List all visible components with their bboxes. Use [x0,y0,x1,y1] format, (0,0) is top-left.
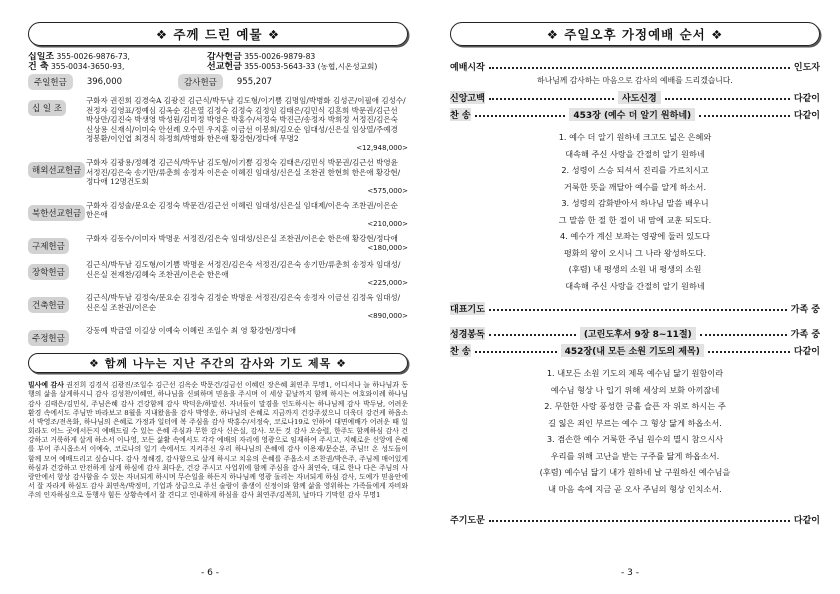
sunday-offering-label: 주일헌금 [28,74,73,90]
order-item [450,106,820,123]
offering-category: 장학헌금 [28,264,69,280]
dotted-leader [708,348,790,353]
offering-row [28,96,408,152]
offering-donors [86,293,408,320]
lyric-line: 그 말씀 한 절 한 절이 내 맘에 교훈 되도다. [558,214,712,225]
offering-total: <890,000> [367,312,408,321]
account-number: 355-0034-3650-93, [50,62,125,71]
order-item [450,511,820,528]
offering-category: 십 일 조 [28,100,66,116]
order-subtext: 하나님께 감사하는 마음으로 감사의 예배를 드리겠습니다. [537,76,733,85]
account-label: 십일조 [28,52,55,62]
donor-names: 구화자 권진희 김경숙A 김광진 김근식/박두남 김도형/이기쁨 김명임/박병화 김성곤/이필애 김성수/전정자 김영표/정예심 김옥순 김은열 김정숙 김정숙 김정임 김태은/김민식 김흔희 박문권/김근선 박상만/김진숙 박생영 박성원/김미정 박영은 박홍수/서정숙 박진근/송정자 박희정 서정진/김은숙 신상용 신재식/이미숙 안선례 오수민 우지훈 이금선 이봉희/김오순 임대성/신은실 임상열/주예경 정봉환/이인엽 최경식 하정희/박병화 한은애 황강현/정다애 무명2 [86,96,406,144]
dotted-leader [489,95,614,100]
order-label: 찬 송 [450,108,471,121]
page-number-left: - 6 - [201,568,219,578]
donor-names: 구화자 김성술/문요순 김정숙 박문건/김근선 이혜린 임대성/신은실 임대제/이은숙 조찬권/이은순 한은애 [86,200,398,220]
hymn-453-lyrics [450,129,820,294]
lyric-line: 예수님 형상 나 입기 위해 세상의 보화 아끼잖네 [550,384,720,395]
lyric-line: 우리를 위해 고난을 받는 구주를 닮게 하옵소서. [550,450,720,461]
order-label: 찬 송 [450,344,471,357]
offering-category: 구제헌금 [28,238,69,254]
prayer-title: ❖ 함께 나누는 지난 주간의 감사와 기도 제목 ❖ [28,353,408,373]
donor-names: 강동예 박금열 이길상 이예숙 이혜린 조일수 최 영 황강현/정다애 [86,326,296,336]
dotted-leader [489,64,790,69]
order-item [450,300,820,317]
thanks-offering-amount: 955,207 [236,77,273,87]
offering-row [28,293,408,320]
dotted-leader [475,348,557,353]
offerings-title: ❖ 주께 드린 예물 ❖ [28,22,408,46]
offering-total: <225,000> [367,279,408,288]
lyric-line: 길 잃은 죄인 부르는 예수 그 형상 닮게 하옵소서. [548,417,722,428]
sunday-offering-amount: 396,000 [86,77,123,87]
lyric-line: 3. 성령의 감화받아서 하나님 말씀 배우니 [561,198,709,208]
offering-donors [86,260,408,287]
prayer-lead: 빌사예 감사 [28,381,64,390]
order-leader: 가족 중 [790,330,821,340]
offering-donors [86,326,408,346]
order-label: 신앙고백 [450,91,485,104]
lyric-line: 4. 예수가 계신 보좌는 영광에 둘러 있도다 [560,231,710,241]
donor-names: 구화자 김동수/이미자 박명운 서정진/김은숙 임대성/신은실 조찬권/이은순 한은애 황강현/정다애 [86,233,398,243]
order-item [450,325,820,342]
order-leader: 다같이 [793,94,820,104]
lyric-line: 평화의 왕이 오시니 그 나라 왕성하도다. [563,247,707,258]
lyric-line: 2. 무한한 사랑 풍성한 긍휼 슬픈 자 위로 하시는 주 [544,401,726,411]
offering-category: 해외선교헌금 [28,162,85,178]
account-number: 355-0026-9879-83 [244,52,316,61]
dotted-leader [489,331,576,336]
dotted-leader [699,112,790,117]
account-number: 355-0053-5643-33 (농협,시온성교회) [244,62,378,71]
offering-total: <180,000> [367,243,408,252]
lyric-line: 3. 겸손한 예수 거룩한 주님 원수의 멸시 참으시사 [546,434,724,444]
order-label: 주기도문 [450,516,485,526]
offering-donors [86,96,408,152]
order-content: 사도신경 [618,91,661,104]
totals-row [28,74,408,90]
dotted-leader [489,306,787,311]
offering-donors [86,201,408,228]
offering-total: <210,000> [367,219,408,228]
worship-order-title: ❖ 주일오후 가정예배 순서 ❖ [450,22,820,46]
donor-names: 구화자 김광용/정혜경 김근식/박두남 김도형/이기쁨 김정숙 김태은/김민식 박문권/김근선 박영윤 서정진/김은숙 송기만/류춘희 송정자 이은순 이혜진 임대성/신은실 조찬권 한현희 한은애 황강현/정다애 12명건도회 [86,157,401,187]
lyric-line: (후렴) 예수님 닮기 내가 원하네 날 구원하신 예수님을 [539,467,731,477]
prayer-body: 권진희 김경석 김광진/조일수 김근선 김옥순 박문건/김금선 이혜린 장은혜 최연주 무명1, 어디서나 늘 하나님과 동행의 삶을 살게하시니 감사 김성찬/이혜연, 하나님을 신뢰하며 믿음을 주시며 이 세상 끝날까지 함께 하시는 여호와이례 하나님 감사 김태은/김민식, 주님은혜 감사 건강함께 감사 박덕운/하말선. 자녀들이 말겸을 인도하시는 하나님께 감사 박두남, 어려운 환경 속에서도 주님만 바라보고 8월을 지내왔음을 감사 박영운, 하나님의 은혜로 지금까지 건강주셨으니 더욱더 강건케 하옵소서 박영조/전옥화, 하나님의 은혜로 가정과 일터에 복 주심을 감사 박홍수/서정숙, 코로나19로 인하여 대면예배가 어려운 때 일회라도 어느 곳에서든지 예배드릴 수 있는 은혜 주심과 무한 감사 신은실, 감사. 모든 것 감사 오승렬, 한주도 함께하심 감사 건강하고 거룩하게 살게 하소서 이나영, 모든 삶활 속에서도 각각 예배의 자리에 영광으로 임재하여 주시고, 지혜로운 신앙에 은혜를 부어 주시옵소서 이예숙, 코로나의 일기 속에서도 지켜주신 우리 하나님의 은혜에 감사 이용재/문순분, 주님!! 온 성도들이 함께 모여 예배드리고 싶습니다. 감사 정해경, 감사함으로 살게 하시고 치유의 은혜를 주옵소서 조찬권/박은주, 주님께 매어있게 하심과 건강하고 안전하게 살게 하심에 감사 최다운, 건강 주시고 사업위에 함께 주심을 감사 최연숙, 대로 한나 다은 주님의 사랑안에서 항상 감사함을 수 있는 자녀되게 하시며 무슨일을 하든지 하나님께 영광 돌리는 자녀되게 하심 감사, 도예가 믿음안에서 잘 자라게 하심도 감사 최연옥/박정미, 기업과 상급으로 주신 술람이 출생이 신정이와 함께 삶을 영위하는 가족들에게 자비와 주의 인자하심으로 동행사 힘든 상황속에서 잘 견디고 인내하게 하심을 감사 최연주/김복희, 날마다 기막힌 감사 무명1 [28,381,408,500]
offering-donors [86,234,408,254]
account-numbers [28,52,408,72]
lyric-line: 1. 내모든 소원 기도의 제목 예수님 닮기 원함이라 [546,368,724,378]
offering-row [28,234,408,254]
account-number: 355-0026-9876-73, [56,52,130,61]
order-item [450,89,820,106]
donor-names: 김근식/박두남 김정숙/문요순 김정숙 김정순 박명운 서정진/김은숙 송정자 이금선 김정옥 임대성/신은실 조찬권/이은순 [86,293,401,312]
order-item [450,58,820,75]
offering-category: 건축헌금 [28,297,69,313]
order-label: 성경봉독 [450,327,485,340]
dotted-leader [665,95,790,100]
dotted-leader [700,331,787,336]
order-leader: 가족 중 [790,305,820,315]
thanks-offering-label: 감사헌금 [178,74,223,90]
order-content: 452장(내 모든 소원 기도의 제목) [561,344,704,357]
lyric-line: 내 마음 속에 지금 곧 오사 주님의 형상 인치소서. [548,483,722,494]
offering-total: <12,948,000> [356,143,408,152]
offering-donors [86,158,408,195]
lyric-line: 대속해 주신 사랑을 간절히 알기 원하네 [565,280,705,291]
lyric-line: 1. 예수 더 알기 원하네 크고도 넓은 은혜와 [558,132,712,142]
offering-list [28,96,408,346]
offering-category: 북한선교헌금 [28,205,85,221]
account-label: 감사헌금 [207,52,242,62]
account-label: 선교헌금 [207,62,242,72]
right-page [420,0,840,594]
order-leader: 다같이 [793,111,821,121]
lyric-line: (후렴) 내 평생의 소원 내 평생의 소원 [568,264,702,274]
offering-category: 주정헌금 [28,330,69,346]
order-content: 453장 (예수 더 알기 원하네) [569,108,695,121]
donor-names: 김근식/박두남 김도형/이기쁨 박명운 서정진/김은숙 서정진/김은숙 송기만/류춘희 송정자 임대성/신은실 전재찬/김혜숙 조찬권/이은순 한은애 [86,259,401,279]
order-content: (고린도후서 9장 8~11절) [580,327,696,340]
order-leader: 다같이 [793,347,820,357]
offering-row [28,158,408,195]
page-number-right: - 3 - [621,568,639,578]
prayer-text [28,381,408,589]
order-leader: 인도자 [793,63,820,73]
order-leader: 다같이 [793,516,820,526]
order-item [450,342,820,359]
offering-row [28,201,408,228]
lyric-line: 거룩한 뜻을 깨달아 예수를 알게 하소서. [563,181,707,192]
account-label: 건 축 [28,62,49,72]
offering-row [28,326,408,346]
lyric-line: 대속해 주신 사랑을 간절히 알기 원하네 [565,148,705,159]
dotted-leader [489,517,790,522]
order-label: 예배시작 [450,63,485,73]
dotted-leader [475,112,566,117]
order-label: 대표기도 [450,302,485,315]
offering-row [28,260,408,287]
lyric-line: 2. 성령이 스승 되셔서 진리를 가르치시고 [561,165,709,175]
hymn-452-lyrics [450,365,820,497]
offering-total: <575,000> [367,186,408,195]
